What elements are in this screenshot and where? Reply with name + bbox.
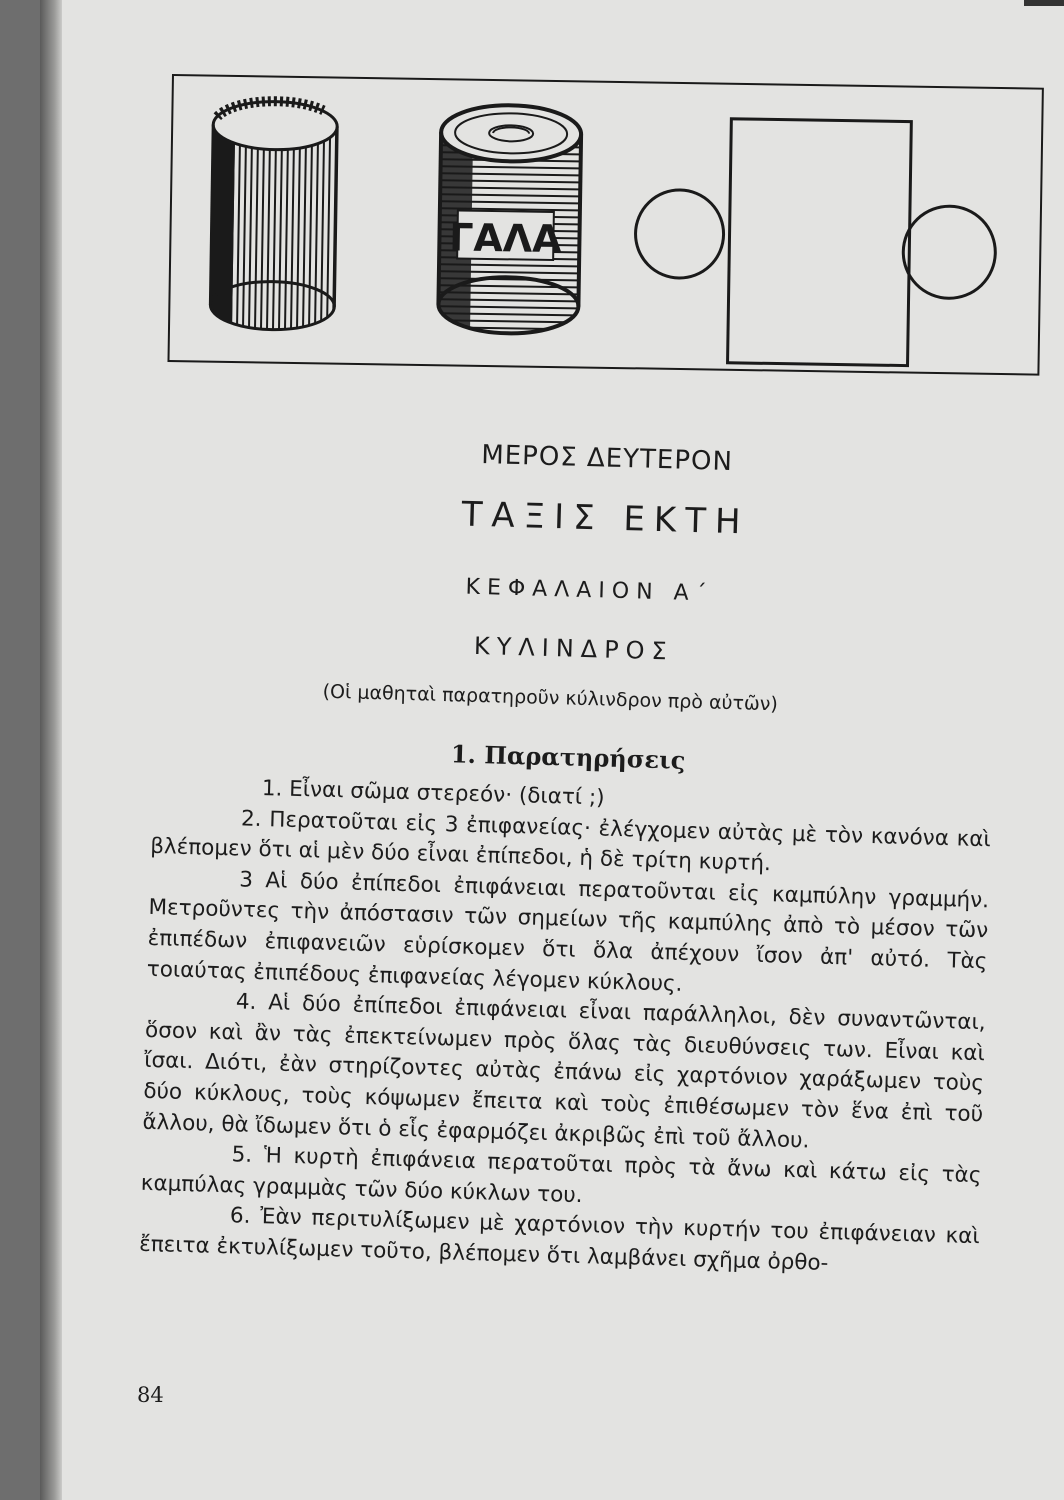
section-heading: 1. Παρατηρήσεις (450, 739, 686, 775)
topic-heading: ΚΥΛΙΝΔΡΟΣ (473, 631, 675, 666)
class-heading: ΤΑΞΙΣ ΕΚΤΗ (461, 494, 751, 543)
corner-shadow (1024, 0, 1064, 6)
page-edge-shadow (40, 0, 64, 1500)
chapter-heading: ΚΕΦΑΛΑΙΟΝ Α΄ (465, 574, 714, 607)
paragraph: 1. Εἶναι σῶμα στερεόν· (διατί ;) (261, 775, 605, 811)
paragraph: 3 Αἱ δύο ἐπίπεδοι ἐπιφάνειαι περατοῦνται εἰς καμπύλην γραμμήν. Μετροῦντες τὴν ἀπόστασιν τῶν σημείων τῆς καμπύλης ἀπὸ τὸ μέσον τῶν ἐπιπέδων ἐπιφανειῶν εὑρίσκομεν ὅτι ὅλα ἀπέχουν ἴσον ἀπ' αὐτό. Τὰς τοιαύτας ἐπιπέδους ἐπιφανείας λέγομεν κύκλους. (146, 867, 990, 997)
paragraph: 4. Αἱ δύο ἐπίπεδοι ἐπιφάνειαι εἶναι παράλληλοι, δὲν συναντῶνται, ὅσον καὶ ἂν τὰς ἐπεκτείνωμεν πρὸς ὅλας τὰς διευθύνσεις των. Εἶναι καὶ ἴσαι. Διότι, ἐὰν στηρίζοντες αὐτὰς ἐπάνω εἰς χαρτόνιον χαράξωμεν τοὺς δύο κύκλους, τοὺς κόψωμεν ἔπειτα καὶ τοὺς ἐπιθέσωμεν τὸν ἕνα ἐπὶ τοῦ ἄλλου, θὰ ἴδωμεν ὅτι ὁ εἷς ἐφαρμόζει ἀκριβῶς ἐπὶ τοῦ ἄλλου. (142, 989, 986, 1153)
part-heading: ΜΕΡΟΣ ΔΕΥΤΕΡΟΝ (480, 439, 734, 478)
instruction-note: (Οἱ μαθηταὶ παρατηροῦν κύλινδρον πρὸ αὐτῶν) (322, 680, 779, 716)
paragraph: 2. Περατοῦται εἰς 3 ἐπιφανείας· ἐλέγχομεν αὐτὰς μὲ τὸν κανόνα καὶ βλέπομεν ὅτι αἱ μὲν δύο εἶναι ἐπίπεδοι, ἡ δὲ τρίτη κυρτή. (149, 806, 992, 877)
text-block (62, 0, 1064, 1500)
paragraph: 6. Ἐὰν περιτυλίξωμεν μὲ χαρτόνιον τὴν κυρτήν του ἐπιφάνειαν καὶ ἔπειτα ἐκτυλίξωμεν τοῦτο, βλέπομεν ὅτι λαμβάνει σχῆμα ὀρθο- (138, 1203, 981, 1276)
page-number: 84 (137, 1383, 164, 1407)
book-page (62, 0, 1064, 1500)
can-label: ΓΑΛΑ (448, 215, 563, 262)
body-text (139, 771, 992, 1284)
paragraph: 5. Ἡ κυρτὴ ἐπιφάνεια περατοῦται πρὸς τὰ ἄνω καὶ κάτω εἰς τὰς καμπύλας γραμμὰς τῶν δύο κύκλων του. (140, 1142, 982, 1208)
